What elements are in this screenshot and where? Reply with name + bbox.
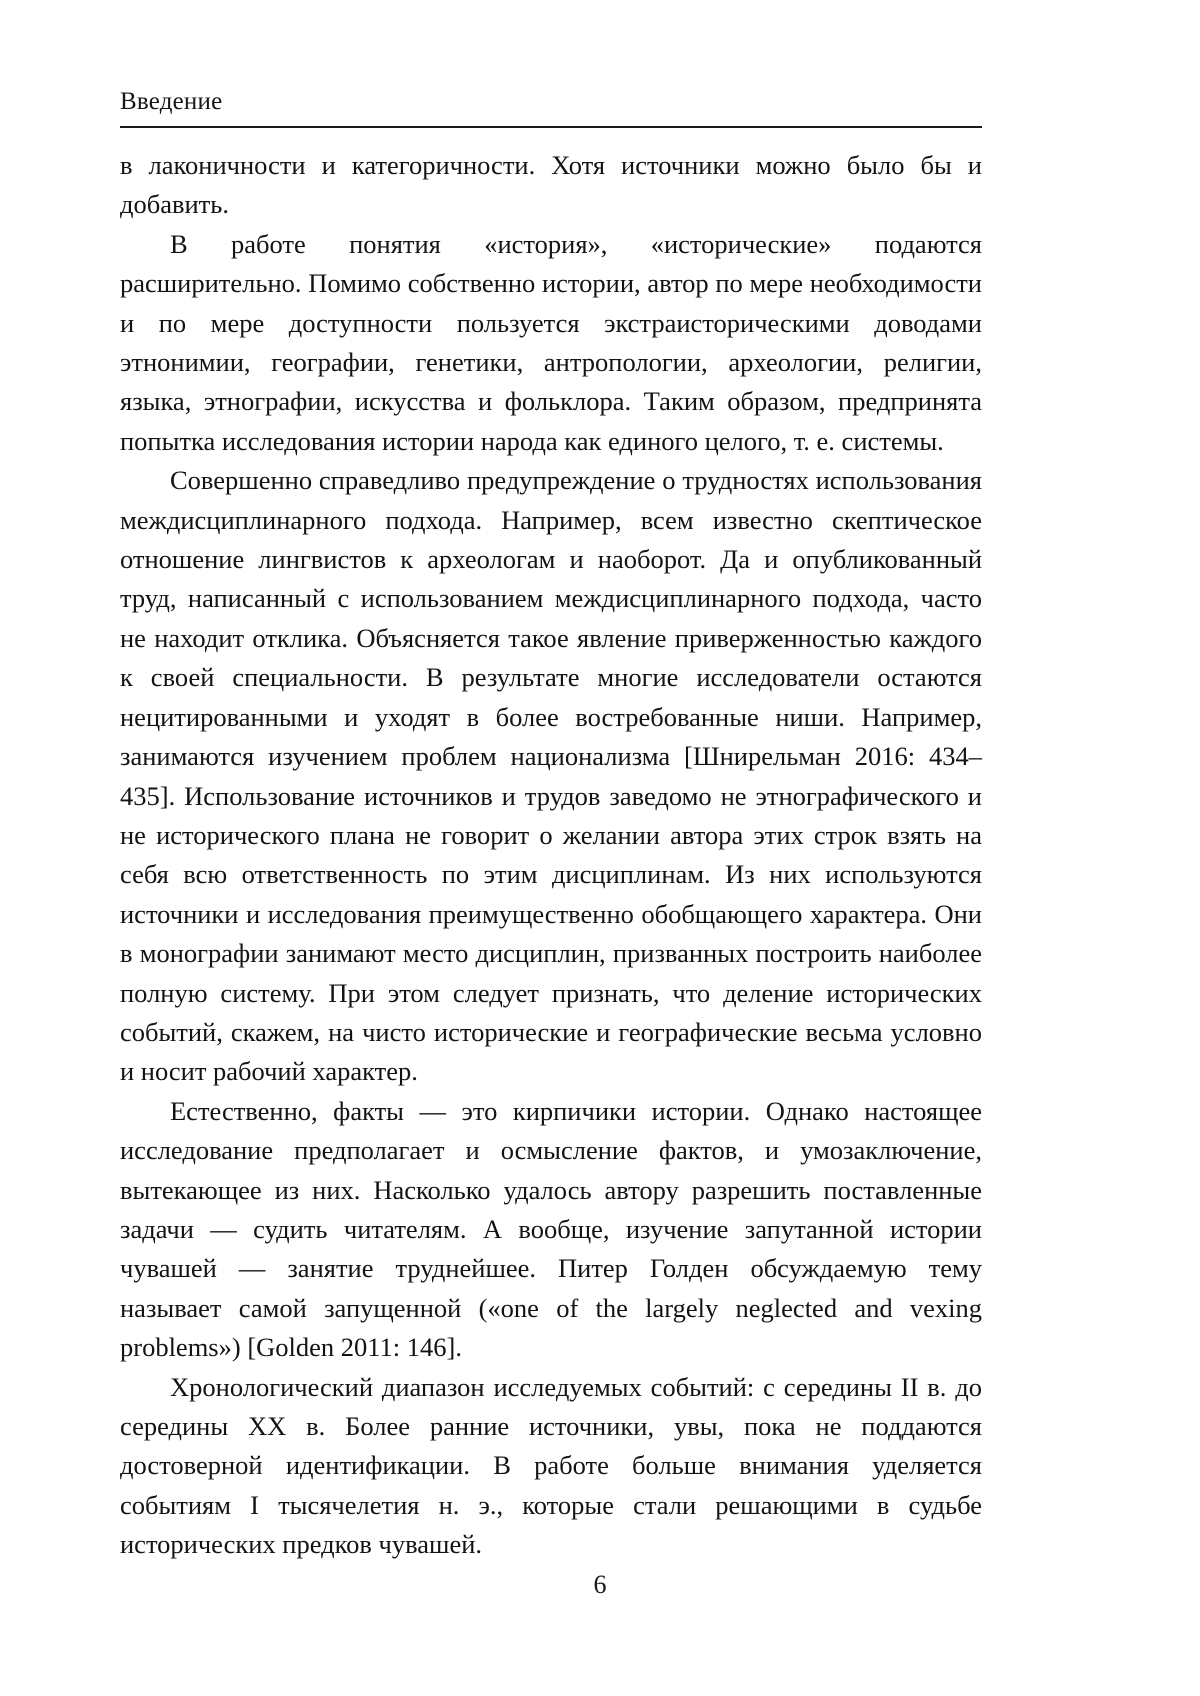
page-content bbox=[120, 88, 982, 1565]
paragraph-1: в лаконичности и категоричности. Хотя источники можно было бы и добавить. bbox=[120, 150, 982, 220]
running-head: Введение bbox=[120, 88, 223, 115]
paragraph-5: Хронологический диапазон исследуемых событий: с середины II в. до середины XX в. Более ранние источники, увы, пока не поддаются достоверной идентификации. В работе больше внимания уделяется событиям I тысячелетия н. э., которые стали решающими в судьбе исторических предков чувашей. bbox=[120, 1371, 982, 1560]
page-number: 6 bbox=[593, 1570, 607, 1599]
body-text bbox=[120, 146, 982, 1565]
paragraph-3: Совершенно справедливо предупреждение о трудностях использования междисциплинарного подхода. Например, всем известно скептическое отношение лингвистов к археологам и наоборот. Да и опубликованный труд, написанный с использованием междисциплинарного подхода, часто не находит отклика. Объясняется такое явление приверженностью каждого к своей специальности. В результате многие исследователи остаются нецитированными и уходят в более востребованные ниши. Например, занимаются изучением проблем национализма [Шнирельман 2016: 434–435]. Использование источников и трудов заведомо не этнографического и не исторического плана не говорит о желании автора этих строк взять на себя всю ответственность по этим дисциплинам. Из них используются источники и исследования преимущественно обобщающего характера. Они в монографии занимают место дисциплин, призванных построить наиболее полную систему. При этом следует признать, что деление исторических событий, скажем, на чисто исторические и географические весьма условно и носит рабочий характер. bbox=[120, 465, 982, 1087]
paragraph-4: Естественно, факты — это кирпичики истории. Однако настоящее исследование предполагает и осмысление фактов, и умозаключение, вытекающее из них. Насколько удалось автору разрешить поставленные задачи — судить читателям. А вообще, изучение запутанной истории чувашей — занятие труднейшее. Питер Голден обсуждаемую тему называет самой запущенной («one of the largely neglected and vexing problems») [Golden 2011: 146]. bbox=[120, 1095, 982, 1363]
header-divider bbox=[120, 126, 982, 128]
paragraph-2: В работе понятия «история», «исторические» подаются расширительно. Помимо собственно истории, автор по мере необходимости и по мере доступности пользуется экстраисторическими доводами этнонимии, географии, генетики, антропологии, археологии, религии, языка, этнографии, искусства и фольклора. Таким образом, предпринята попытка исследования истории народа как единого целого, т. е. системы. bbox=[120, 228, 982, 456]
